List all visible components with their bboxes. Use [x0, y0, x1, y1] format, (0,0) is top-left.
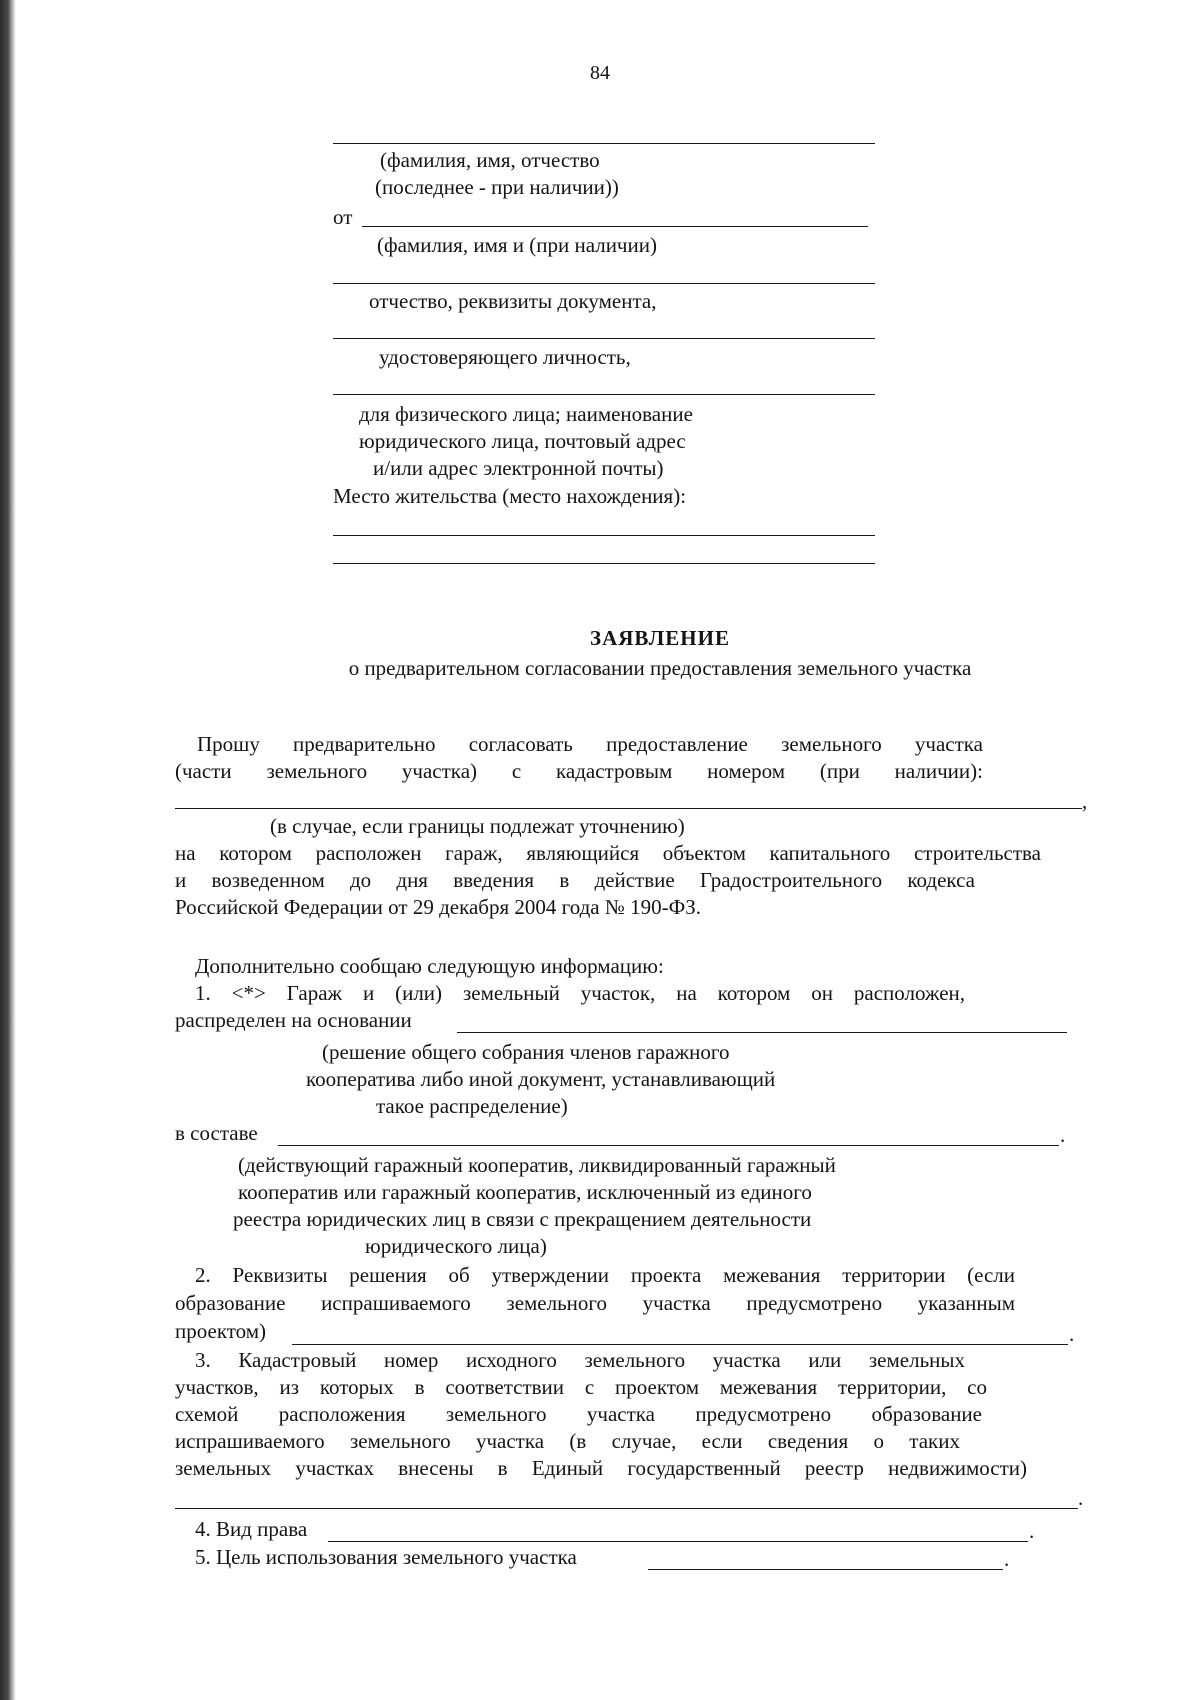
item2-dot: .: [1069, 1322, 1075, 1346]
item1-line1: 1. <*> Гараж и (или) земельный участок, на котором он расположен,: [195, 981, 965, 1005]
right-type-line: [328, 1541, 1028, 1542]
item1-caption-4: (действующий гаражный кооператив, ликвидированный гаражный: [238, 1153, 836, 1177]
caption-recipient-patronymic: (последнее - при наличии)): [375, 175, 619, 199]
item1-caption-2: кооператива либо иной документ, устанавливающий: [306, 1067, 776, 1091]
residence-line-2: [333, 563, 875, 564]
caption-email: и/или адрес электронной почты): [373, 456, 664, 480]
caption-individual: для физического лица; наименование: [359, 402, 693, 426]
request-line-4: и возведенном до дня введения в действие Градостроительного кодекса: [175, 868, 975, 892]
request-line-2: (части земельного участка) с кадастровым номером (при наличии):: [175, 759, 983, 783]
item3-line4: испрашиваемого земельного участка (в случае, если сведения о таких: [175, 1429, 960, 1453]
document-subtitle: о предварительном согласовании предоставления земельного участка: [348, 656, 972, 680]
distribution-basis-line: [457, 1032, 1067, 1033]
cadastral-number-line: [175, 808, 1082, 809]
scan-edge-shadow: [0, 0, 16, 1700]
item2-line3: проектом): [175, 1319, 267, 1343]
request-line-3: на котором расположен гараж, являющийся объектом капитального строительства: [175, 841, 1041, 865]
applicant-line-3: [333, 338, 875, 339]
residence-label: Место жительства (место нахождения):: [333, 484, 687, 508]
caption-applicant-document: отчество, реквизиты документа,: [369, 289, 657, 313]
item1-line2: распределен на основании: [175, 1008, 412, 1032]
item2-line2: образование испрашиваемого земельного участка предусмотрено указанным: [175, 1291, 1015, 1315]
item1-caption-5: кооператив или гаражный кооператив, исключенный из единого: [238, 1180, 812, 1204]
item3-line2: участков, из которых в соответствии с проектом межевания территории, со: [175, 1375, 987, 1399]
item3-dot: .: [1078, 1486, 1084, 1510]
item4-label: 4. Вид права: [195, 1517, 308, 1541]
item3-line5: земельных участках внесены в Единый государственный реестр недвижимости): [175, 1456, 1027, 1480]
caption-applicant-identity: удостоверяющего личность,: [379, 345, 631, 369]
source-cadastral-line: [175, 1508, 1078, 1509]
additional-intro: Дополнительно сообщаю следующую информацию:: [195, 954, 664, 978]
item2-line1: 2. Реквизиты решения об утверждении проекта межевания территории (если: [195, 1263, 1015, 1287]
request-line-1: Прошу предварительно согласовать предоставление земельного участка: [197, 732, 983, 756]
applicant-line-4: [333, 394, 875, 395]
from-label: от: [333, 205, 353, 229]
item5-label: 5. Цель использования земельного участка: [195, 1545, 577, 1569]
residence-line-1: [333, 535, 875, 536]
caption-legal-entity: юридического лица, почтовый адрес: [359, 429, 686, 453]
boundary-note: (в случае, если границы подлежат уточнению): [270, 814, 685, 838]
request-line-5: Российской Федерации от 29 декабря 2004 года № 190-ФЗ.: [175, 895, 702, 919]
composition-label: в составе: [175, 1121, 258, 1145]
item4-dot: .: [1029, 1519, 1035, 1543]
project-decision-line: [292, 1344, 1068, 1345]
item3-line3: схемой расположения земельного участка предусмотрено образование: [175, 1402, 982, 1426]
cadastral-comma: ,: [1082, 789, 1088, 813]
caption-applicant-name: (фамилия, имя и (при наличии): [377, 233, 657, 257]
composition-line: [278, 1145, 1059, 1146]
item3-line1: 3. Кадастровый номер исходного земельного участка или земельных: [195, 1348, 965, 1372]
item1-caption-3: такое распределение): [376, 1094, 568, 1118]
applicant-line-2: [333, 283, 875, 284]
recipient-line: [333, 143, 875, 144]
usage-purpose-line: [648, 1569, 1003, 1570]
item1-caption-1: (решение общего собрания членов гаражного: [322, 1040, 730, 1064]
caption-recipient-name: (фамилия, имя, отчество: [380, 148, 600, 172]
item5-dot: .: [1004, 1547, 1010, 1571]
composition-dot: .: [1060, 1123, 1066, 1147]
page-number: 84: [590, 62, 610, 84]
item1-caption-6: реестра юридических лиц в связи с прекращением деятельности: [233, 1207, 812, 1231]
item1-caption-7: юридического лица): [365, 1234, 547, 1258]
document-title: ЗАЯВЛЕНИЕ: [590, 626, 730, 650]
from-line: [362, 226, 868, 227]
